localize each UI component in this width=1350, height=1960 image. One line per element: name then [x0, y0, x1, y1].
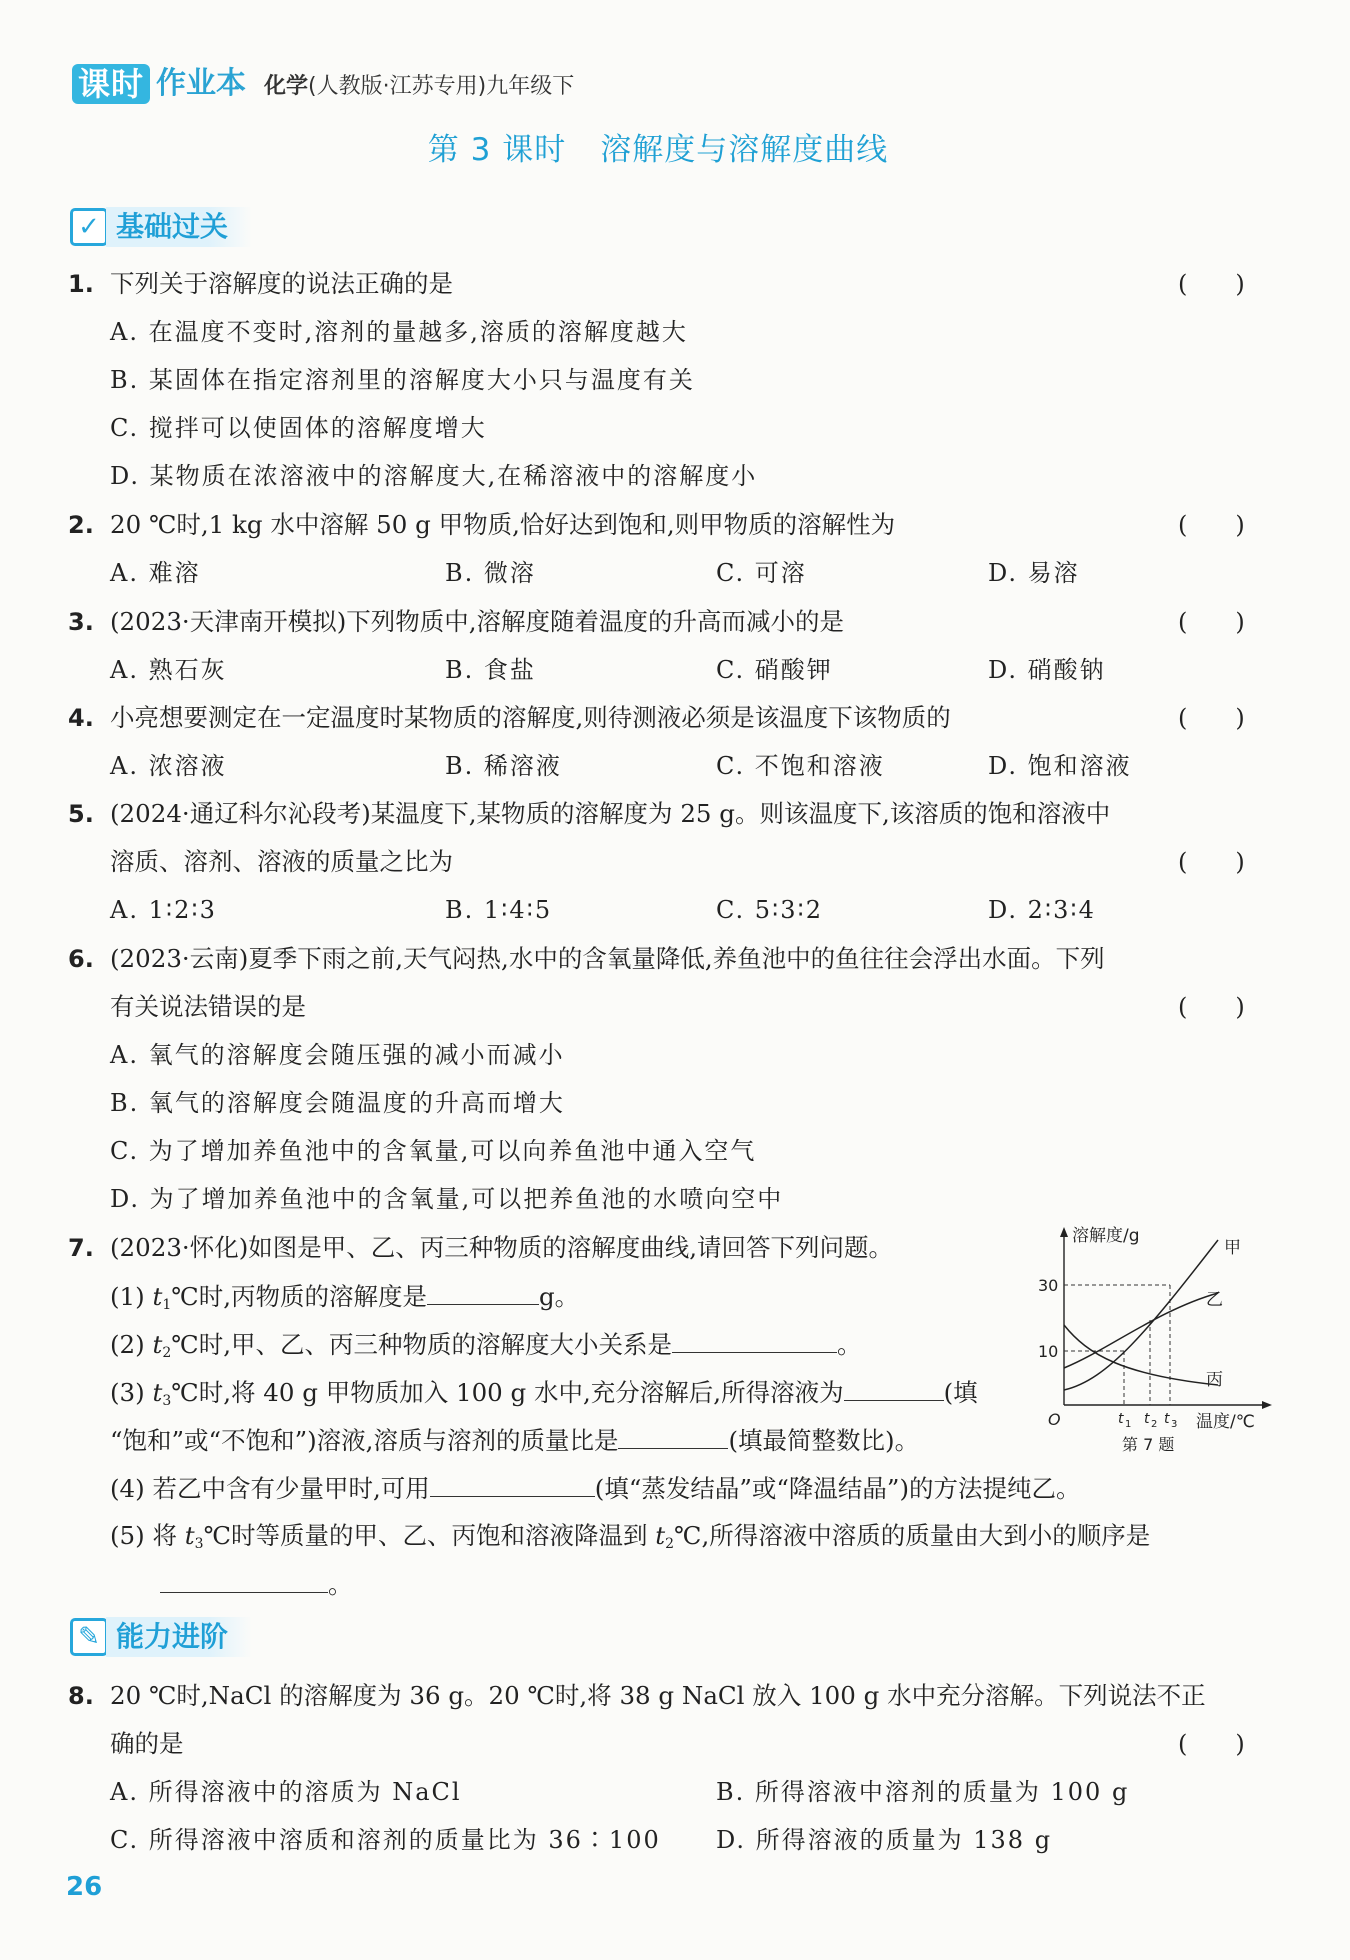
q2-option-d[interactable]: D. 易溶: [988, 559, 1080, 587]
series-label-bing: 丙: [1206, 1370, 1223, 1390]
q3-option-c[interactable]: C. 硝酸钾: [716, 656, 833, 684]
q1-number: 1.: [68, 270, 94, 298]
x-tick-t3: t: [1164, 1411, 1170, 1427]
q4-number: 4.: [68, 704, 94, 732]
q2-answer-slot[interactable]: ( ): [1178, 511, 1245, 539]
x-tick-t2-sub: 2: [1151, 1419, 1158, 1430]
q7-part1-blank[interactable]: [427, 1279, 539, 1305]
x-tick-t1: t: [1118, 1411, 1124, 1427]
q7-part3-line2-hint: (填最简整数比)。: [728, 1426, 920, 1455]
q7-part4-text: (4) 若乙中含有少量甲时,可用: [110, 1474, 430, 1503]
t1-symbol: t: [152, 1282, 163, 1311]
series-label-yi: 乙: [1206, 1290, 1223, 1310]
t2-subscript: 2: [665, 1536, 675, 1552]
q1-option-b[interactable]: B. 某固体在指定溶剂里的溶解度大小只与温度有关: [110, 366, 695, 394]
q7-part1-label: (1): [110, 1282, 153, 1311]
x-tick-t3-sub: 3: [1171, 1419, 1178, 1430]
q2-number: 2.: [68, 511, 94, 539]
curve-jia: [1064, 1240, 1218, 1390]
q7-part3-text: ℃时,将 40 g 甲物质加入 100 g 水中,充分溶解后,所得溶液为: [171, 1378, 844, 1407]
lesson-topic: 溶解度与溶解度曲线: [600, 132, 889, 168]
q7-part3-line2-text: “饱和”或“不饱和”)溶液,溶质与溶剂的质量比是: [110, 1426, 619, 1455]
q6-answer-slot[interactable]: ( ): [1178, 993, 1245, 1021]
solubility-curve-figure: [1028, 1225, 1288, 1457]
page-number: 26: [66, 1872, 103, 1902]
q7-part4-blank[interactable]: [430, 1471, 595, 1497]
q4-stem: 小亮想要测定在一定温度时某物质的溶解度,则待测液必须是该温度下该物质的: [110, 703, 951, 732]
q1-option-c[interactable]: C. 搅拌可以使固体的溶解度增大: [110, 414, 487, 442]
q7-part5-text-end: ℃,所得溶液中溶质的质量由大到小的顺序是: [674, 1521, 1151, 1550]
t3-subscript: 3: [162, 1393, 172, 1409]
q6-stem-line1: (2023·云南)夏季下雨之前,天气闷热,水中的含氧量降低,养鱼池中的鱼往往会浮出水面。下列: [110, 944, 1105, 973]
q3-option-d[interactable]: D. 硝酸钠: [988, 656, 1106, 684]
q1-answer-slot[interactable]: ( ): [1178, 270, 1245, 298]
curve-yi: [1064, 1293, 1218, 1368]
figure-caption: 第 7 题: [1122, 1435, 1175, 1454]
q6-number: 6.: [68, 945, 94, 973]
q3-number: 3.: [68, 608, 94, 636]
q7-part5-text: ℃时等质量的甲、乙、丙饱和溶液降温到: [203, 1521, 656, 1550]
q4-answer-slot[interactable]: ( ): [1178, 704, 1245, 732]
q7-part5-line2: [160, 1567, 353, 1602]
q3-stem: (2023·天津南开模拟)下列物质中,溶解度随着温度的升高而减小的是: [110, 607, 845, 636]
series-label-jia: 甲: [1224, 1238, 1241, 1258]
q4-option-b[interactable]: B. 稀溶液: [445, 752, 562, 780]
q7-number: 7.: [68, 1234, 94, 1262]
brand-logo: [72, 64, 246, 104]
t3-symbol: t: [184, 1521, 195, 1550]
q5-number: 5.: [68, 800, 94, 828]
q6-option-a[interactable]: A. 氧气的溶解度会随压强的减小而减小: [110, 1041, 565, 1069]
q7-part2-blank[interactable]: [672, 1327, 837, 1353]
edition-label: (人教版·江苏专用)九年级下: [308, 74, 575, 99]
q2-option-a[interactable]: A. 难溶: [110, 559, 201, 587]
lesson-number: 第 3 课时: [427, 132, 567, 168]
q4-option-a[interactable]: A. 浓溶液: [110, 752, 227, 780]
x-tick-t1-sub: 1: [1125, 1419, 1132, 1430]
q6-stem-line2: 有关说法错误的是: [110, 992, 306, 1021]
page-header: [72, 62, 574, 104]
q8-option-a[interactable]: A. 所得溶液中的溶质为 NaCl: [110, 1778, 462, 1806]
logo-badge: 课时: [72, 64, 150, 104]
t1-subscript: 1: [162, 1297, 172, 1313]
q7-part3-blank-b[interactable]: [618, 1423, 728, 1449]
lesson-title: [0, 124, 1350, 169]
q7-part2-label: (2): [110, 1330, 153, 1359]
q7-part4-hint: (填“蒸发结晶”或“降温结晶”)的方法提纯乙。: [594, 1474, 1081, 1503]
q5-option-c[interactable]: C. 5∶3∶2: [716, 896, 824, 924]
subject-label: 化学: [264, 74, 309, 99]
t2-symbol: t: [152, 1330, 163, 1359]
q7-part5-end: 。: [328, 1570, 353, 1599]
q8-number: 8.: [68, 1682, 94, 1710]
q1-option-d[interactable]: D. 某物质在浓溶液中的溶解度大,在稀溶液中的溶解度小: [110, 462, 758, 490]
logo-text: 作业本: [156, 66, 247, 101]
q7-part1-text: ℃时,丙物质的溶解度是: [171, 1282, 427, 1311]
q2-stem: 20 ℃时,1 kg 水中溶解 50 g 甲物质,恰好达到饱和,则甲物质的溶解性为: [110, 510, 896, 539]
q5-option-a[interactable]: A. 1∶2∶3: [110, 896, 217, 924]
q7-part2-text: ℃时,甲、乙、丙三种物质的溶解度大小关系是: [171, 1330, 672, 1359]
q8-option-b[interactable]: B. 所得溶液中溶剂的质量为 100 g: [716, 1778, 1130, 1806]
q7-part5-blank[interactable]: [160, 1567, 328, 1593]
section-advanced-title: 能力进阶: [106, 1617, 252, 1657]
q7-part3-blank-a[interactable]: [844, 1375, 944, 1401]
q7-part2: [110, 1327, 861, 1370]
y-tick-30: 30: [1038, 1276, 1059, 1295]
q3-option-b[interactable]: B. 食盐: [445, 656, 536, 684]
section-advanced: [70, 1616, 252, 1658]
q7-part5-label: (5) 将: [110, 1521, 185, 1550]
section-basic-title: 基础过关: [106, 207, 252, 247]
q6-option-b[interactable]: B. 氧气的溶解度会随温度的升高而增大: [110, 1089, 565, 1117]
q7-part2-end: 。: [836, 1330, 862, 1359]
x-axis-arrow: [1262, 1401, 1272, 1409]
q2-option-b[interactable]: B. 微溶: [445, 559, 536, 587]
q6-option-d[interactable]: D. 为了增加养鱼池中的含氧量,可以把养鱼池的水喷向空中: [110, 1185, 784, 1213]
q7-part1: [110, 1279, 579, 1322]
q4-option-d[interactable]: D. 饱和溶液: [988, 752, 1132, 780]
q8-answer-slot[interactable]: ( ): [1178, 1730, 1245, 1758]
q5-answer-slot[interactable]: ( ): [1178, 848, 1245, 876]
q7-part3-line2: [110, 1423, 919, 1458]
q8-stem-line1: 20 ℃时,NaCl 的溶解度为 36 g。20 ℃时,将 38 g NaCl 放入 100 g 水中充分溶解。下列说法不正: [110, 1681, 1206, 1710]
t2-symbol: t: [655, 1521, 666, 1550]
q7-part3: [110, 1375, 978, 1418]
q6-option-c[interactable]: C. 为了增加养鱼池中的含氧量,可以向养鱼池中通入空气: [110, 1137, 757, 1165]
y-axis-arrow: [1060, 1227, 1068, 1237]
checkbox-icon: ✓: [70, 208, 108, 246]
q8-option-d[interactable]: D. 所得溶液的质量为 138 g: [716, 1826, 1053, 1854]
q7-part1-unit: g。: [538, 1282, 580, 1311]
origin-label: O: [1048, 1410, 1061, 1429]
x-tick-t2: t: [1144, 1411, 1150, 1427]
q7-part3-hint: (填: [943, 1378, 978, 1407]
q1-stem: 下列关于溶解度的说法正确的是: [110, 269, 453, 298]
t3-subscript: 3: [194, 1536, 204, 1552]
q1-option-a[interactable]: A. 在温度不变时,溶剂的量越多,溶质的溶解度越大: [110, 318, 688, 346]
q8-option-c[interactable]: C. 所得溶液中溶质和溶剂的质量比为 36∶100: [110, 1826, 661, 1854]
x-axis-label: 温度/℃: [1196, 1412, 1255, 1432]
q5-option-b[interactable]: B. 1∶4∶5: [445, 896, 553, 924]
q7-part5: [110, 1519, 1150, 1561]
t3-symbol: t: [152, 1378, 163, 1407]
series-info: [264, 70, 574, 104]
q7-part3-label: (3): [110, 1378, 153, 1407]
q7-stem: (2023·怀化)如图是甲、乙、丙三种物质的溶解度曲线,请回答下列问题。: [110, 1233, 894, 1262]
q3-option-a[interactable]: A. 熟石灰: [110, 656, 227, 684]
pencil-icon: ✎: [70, 1618, 108, 1656]
q5-option-d[interactable]: D. 2∶3∶4: [988, 896, 1096, 924]
q4-option-c[interactable]: C. 不饱和溶液: [716, 752, 885, 780]
y-axis-label: 溶解度/g: [1072, 1226, 1140, 1246]
q5-stem-line1: (2024·通辽科尔沁段考)某温度下,某物质的溶解度为 25 g。则该温度下,该溶质的饱和溶液中: [110, 799, 1111, 828]
q3-answer-slot[interactable]: ( ): [1178, 608, 1245, 636]
q7-part4: [110, 1471, 1081, 1506]
q2-option-c[interactable]: C. 可溶: [716, 559, 807, 587]
y-tick-10: 10: [1038, 1342, 1059, 1361]
section-basic: [70, 206, 252, 248]
t2-subscript: 2: [162, 1345, 172, 1361]
q5-stem-line2: 溶质、溶剂、溶液的质量之比为: [110, 847, 453, 876]
q8-stem-line2: 确的是: [110, 1729, 184, 1758]
